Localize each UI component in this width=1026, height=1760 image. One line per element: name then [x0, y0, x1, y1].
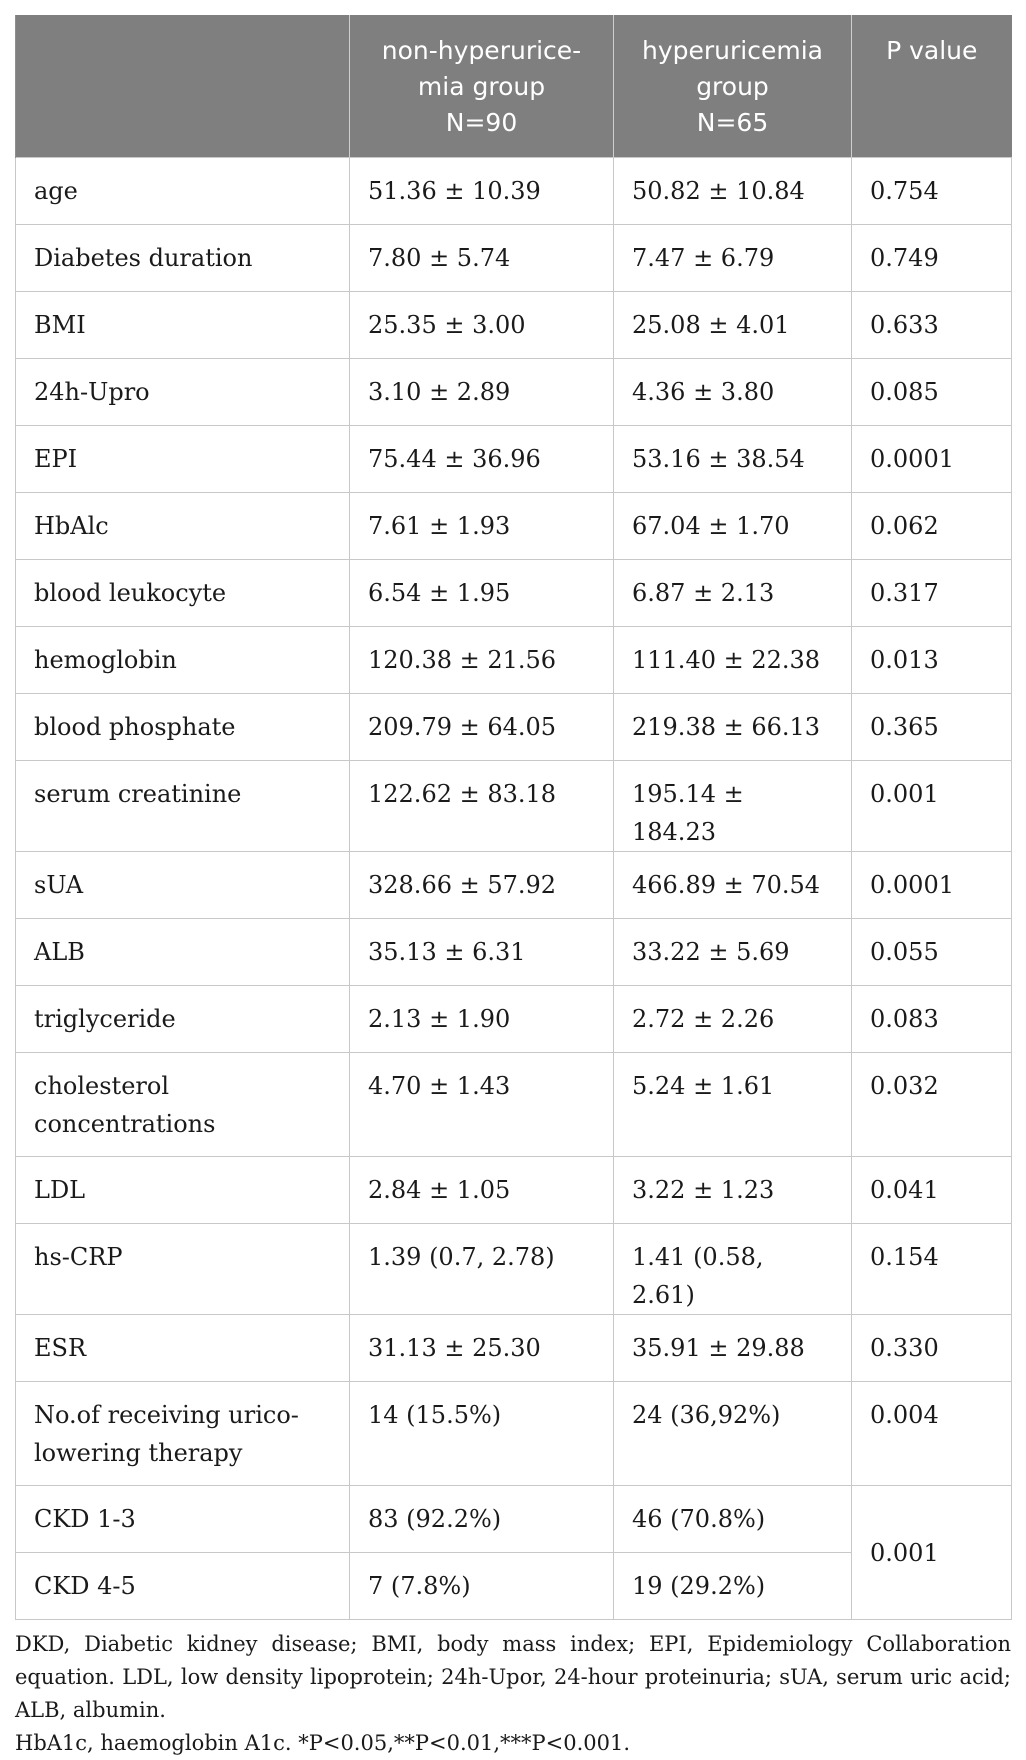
cell-hyper: 67.04 ± 1.70 — [614, 493, 852, 560]
table-row — [16, 359, 1012, 426]
cell-hyper: 6.87 ± 2.13 — [614, 560, 852, 627]
footnote-significance: HbA1c, haemoglobin A1c. *P<0.05,**P<0.01,***P<0.001. — [15, 1731, 631, 1755]
cell-line: lowering therapy — [34, 1439, 243, 1467]
cell-variable: BMI — [16, 292, 350, 359]
cell-hyper: 33.22 ± 5.69 — [614, 919, 852, 986]
cell-p-value: 0.0001 — [852, 852, 1012, 919]
header-line: N=65 — [696, 108, 769, 137]
table-row — [16, 694, 1012, 761]
cell-variable: Diabetes duration — [16, 225, 350, 292]
cell-variable — [16, 1053, 350, 1157]
table-row — [16, 493, 1012, 560]
cell-hyper: 219.38 ± 66.13 — [614, 694, 852, 761]
cell-variable: hemoglobin — [16, 627, 350, 694]
cell-variable: age — [16, 158, 350, 225]
table-row — [16, 158, 1012, 225]
table-row — [16, 1315, 1012, 1382]
cell-hyper: 466.89 ± 70.54 — [614, 852, 852, 919]
cell-non-hyper: 2.84 ± 1.05 — [350, 1157, 614, 1224]
cell-non-hyper: 7.61 ± 1.93 — [350, 493, 614, 560]
footnote-abbreviations: DKD, Diabetic kidney disease; BMI, body mass index; EPI, Epidemiology Collaboration equation. LDL, low density lipoprotein; 24h-Upor, 24-hour proteinuria; sUA, serum uric acid; ALB, albumin. — [15, 1632, 1011, 1722]
table-row — [16, 1486, 1012, 1553]
table-row — [16, 919, 1012, 986]
cell-p-value: 0.754 — [852, 158, 1012, 225]
cell-hyper: 4.36 ± 3.80 — [614, 359, 852, 426]
table-container — [15, 15, 1011, 1760]
cell-variable: blood phosphate — [16, 694, 350, 761]
cell-non-hyper: 83 (92.2%) — [350, 1486, 614, 1553]
cell-variable: hs-CRP — [16, 1224, 350, 1315]
cell-p-value: 0.330 — [852, 1315, 1012, 1382]
table-row — [16, 560, 1012, 627]
cell-hyper: 1.41 (0.58, 2.61) — [614, 1224, 852, 1315]
cell-hyper: 2.72 ± 2.26 — [614, 986, 852, 1053]
cell-variable: CKD 1-3 — [16, 1486, 350, 1553]
cell-non-hyper: 25.35 ± 3.00 — [350, 292, 614, 359]
cell-non-hyper: 51.36 ± 10.39 — [350, 158, 614, 225]
cell-p-value: 0.013 — [852, 627, 1012, 694]
header-row — [16, 15, 1012, 158]
cell-non-hyper: 7 (7.8%) — [350, 1553, 614, 1620]
cell-p-value: 0.749 — [852, 225, 1012, 292]
cell-non-hyper: 31.13 ± 25.30 — [350, 1315, 614, 1382]
cell-non-hyper: 35.13 ± 6.31 — [350, 919, 614, 986]
cell-line: No.of receiving urico- — [34, 1401, 299, 1429]
table-body — [16, 158, 1012, 1620]
cell-variable: serum creatinine — [16, 761, 350, 852]
table-row — [16, 426, 1012, 493]
cell-p-value: 0.062 — [852, 493, 1012, 560]
table-row — [16, 292, 1012, 359]
cell-non-hyper: 14 (15.5%) — [350, 1382, 614, 1486]
cell-non-hyper: 75.44 ± 36.96 — [350, 426, 614, 493]
cell-p-value: 0.032 — [852, 1053, 1012, 1157]
cell-non-hyper: 328.66 ± 57.92 — [350, 852, 614, 919]
cell-hyper: 46 (70.8%) — [614, 1486, 852, 1553]
header-hyperuricemia-group — [614, 15, 852, 158]
cell-p-value: 0.633 — [852, 292, 1012, 359]
cell-line: concentrations — [34, 1110, 216, 1138]
table-row — [16, 225, 1012, 292]
cell-p-value: 0.085 — [852, 359, 1012, 426]
table-footnotes — [15, 1628, 1011, 1760]
cell-variable: ESR — [16, 1315, 350, 1382]
cell-p-value: 0.0001 — [852, 426, 1012, 493]
cell-hyper: 7.47 ± 6.79 — [614, 225, 852, 292]
cell-non-hyper: 7.80 ± 5.74 — [350, 225, 614, 292]
comparison-table — [15, 15, 1012, 1620]
cell-hyper: 35.91 ± 29.88 — [614, 1315, 852, 1382]
cell-hyper: 24 (36,92%) — [614, 1382, 852, 1486]
cell-variable: CKD 4-5 — [16, 1553, 350, 1620]
cell-hyper: 195.14 ± 184.23 — [614, 761, 852, 852]
header-p-value — [852, 15, 1012, 158]
header-line: P value — [886, 36, 978, 65]
cell-hyper: 53.16 ± 38.54 — [614, 426, 852, 493]
cell-hyper: 3.22 ± 1.23 — [614, 1157, 852, 1224]
cell-variable — [16, 1382, 350, 1486]
cell-p-value: 0.365 — [852, 694, 1012, 761]
table-header — [16, 15, 1012, 158]
cell-p-value: 0.041 — [852, 1157, 1012, 1224]
cell-p-value: 0.004 — [852, 1382, 1012, 1486]
table-row — [16, 852, 1012, 919]
cell-hyper: 19 (29.2%) — [614, 1553, 852, 1620]
cell-non-hyper: 1.39 (0.7, 2.78) — [350, 1224, 614, 1315]
header-line: hyperuricemia — [642, 36, 823, 65]
cell-variable: 24h-Upro — [16, 359, 350, 426]
cell-p-value: 0.001 — [852, 761, 1012, 852]
cell-non-hyper: 3.10 ± 2.89 — [350, 359, 614, 426]
cell-non-hyper: 4.70 ± 1.43 — [350, 1053, 614, 1157]
table-row — [16, 627, 1012, 694]
cell-p-value: 0.317 — [852, 560, 1012, 627]
cell-hyper: 25.08 ± 4.01 — [614, 292, 852, 359]
cell-variable: EPI — [16, 426, 350, 493]
cell-p-value: 0.083 — [852, 986, 1012, 1053]
cell-variable: HbAlc — [16, 493, 350, 560]
cell-p-value: 0.154 — [852, 1224, 1012, 1315]
header-line: mia group — [417, 72, 546, 101]
table-row — [16, 761, 1012, 852]
cell-hyper: 111.40 ± 22.38 — [614, 627, 852, 694]
table-row — [16, 986, 1012, 1053]
cell-non-hyper: 120.38 ± 21.56 — [350, 627, 614, 694]
header-variable — [16, 15, 350, 158]
header-line: non-hyperurice- — [381, 36, 582, 65]
cell-non-hyper: 2.13 ± 1.90 — [350, 986, 614, 1053]
cell-variable: triglyceride — [16, 986, 350, 1053]
cell-non-hyper: 122.62 ± 83.18 — [350, 761, 614, 852]
cell-line: cholesterol — [34, 1072, 169, 1100]
cell-variable: LDL — [16, 1157, 350, 1224]
cell-variable: blood leukocyte — [16, 560, 350, 627]
cell-non-hyper: 209.79 ± 64.05 — [350, 694, 614, 761]
header-non-hyperuricemia-group — [350, 15, 614, 158]
table-row — [16, 1157, 1012, 1224]
cell-non-hyper: 6.54 ± 1.95 — [350, 560, 614, 627]
header-line: N=90 — [445, 108, 518, 137]
cell-variable: ALB — [16, 919, 350, 986]
table-row — [16, 1382, 1012, 1486]
header-line: group — [696, 72, 769, 101]
cell-p-value: 0.055 — [852, 919, 1012, 986]
cell-p-value-ckd: 0.001 — [852, 1486, 1012, 1620]
table-row — [16, 1224, 1012, 1315]
cell-variable: sUA — [16, 852, 350, 919]
cell-hyper: 50.82 ± 10.84 — [614, 158, 852, 225]
table-row — [16, 1053, 1012, 1157]
cell-hyper: 5.24 ± 1.61 — [614, 1053, 852, 1157]
